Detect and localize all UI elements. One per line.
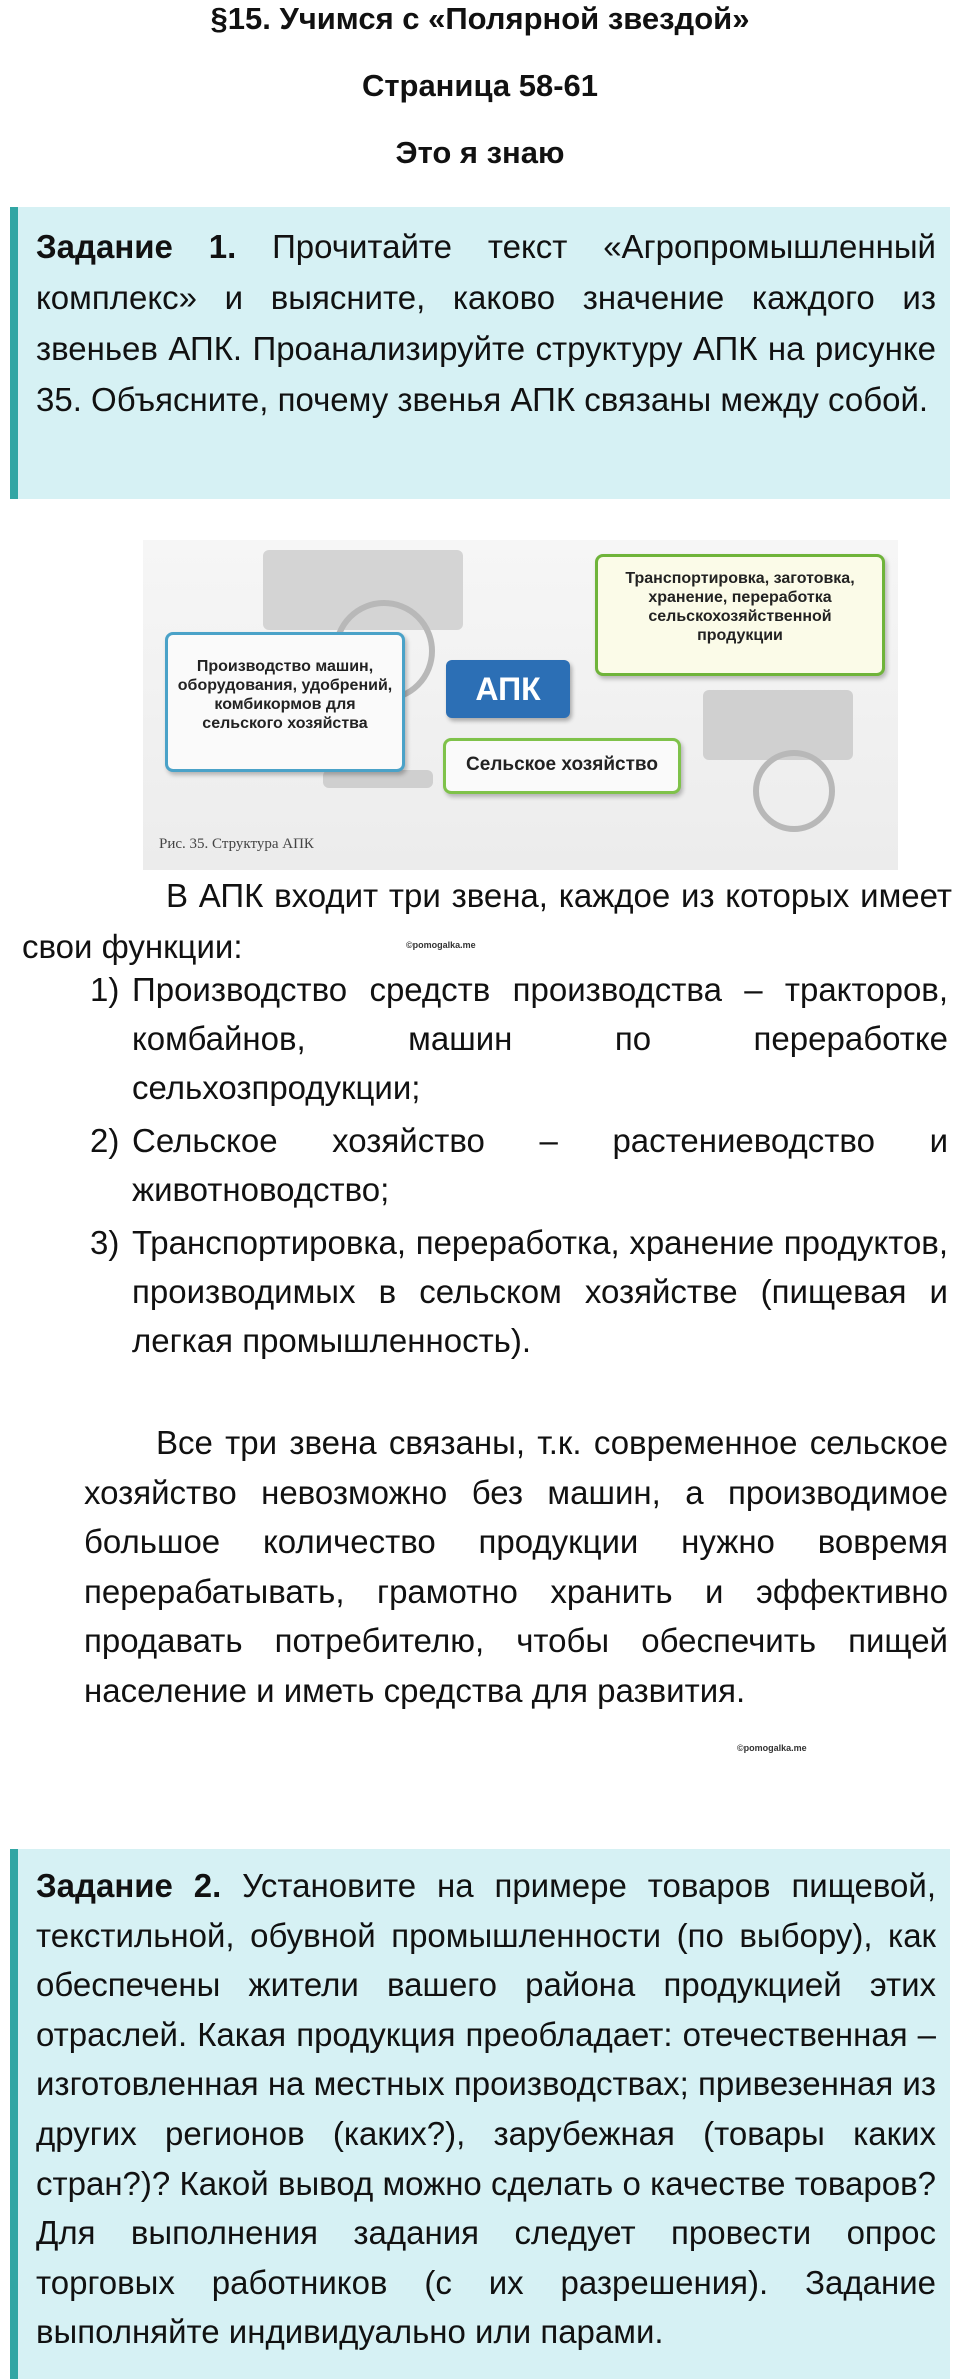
list-text: Сельское хозяйство – растениеводство и животноводство; — [132, 1122, 948, 1208]
answer-intro-text: В АПК входит три звена, каждое из которых имеет свои функции: — [22, 877, 952, 965]
answer-intro — [22, 870, 952, 972]
watermark: ©pomogalka.me — [737, 1743, 807, 1753]
task-2-text: Установите на примере товаров пищевой, текстильной, обувной промышленности (по выбору), как обеспечены жители вашего района продукцией этих отраслей. Какая продукция преобладает: отечественная – изготовленная на местных производствах; привезенная из других регионов (каких?), зарубежная (товары каких стран?)? Какой вывод можно сделать о качестве товаров? Для выполнения задания следует провести опрос торговых работников (с их разрешения). Задание выполняйте индивидуально или парами. — [36, 1867, 936, 2351]
watermark: ©pomogalka.me — [406, 940, 476, 950]
task-1-box — [10, 207, 950, 499]
answer-list — [90, 965, 948, 1365]
task-2-label: Задание 2. — [36, 1867, 243, 1904]
list-text: Производство средств производства – тракторов, комбайнов, машин по переработке сельхозпродукции; — [132, 971, 948, 1106]
harvester-wheel-icon — [753, 750, 835, 832]
page-range: Страница 58-61 — [361, 68, 599, 104]
harvester-silhouette — [703, 690, 853, 760]
list-item — [90, 965, 948, 1112]
list-item — [90, 1218, 948, 1365]
task-2-box — [10, 1849, 950, 2379]
section-title: §15. Учимся с «Полярной звездой» — [210, 1, 750, 36]
task-1-label: Задание 1. — [36, 228, 273, 265]
subtitle: Это я знаю — [395, 135, 565, 171]
answer-conclusion: Все три звена связаны, т.к. современное сельское хозяйство невозможно без машин, а производимое большое количество продукции нужно вовремя перерабатывать, грамотно хранить и эффективно продавать потребителю, чтобы обеспечить пищей население и иметь средства для развития. — [84, 1424, 948, 1709]
figure-caption: Рис. 35. Структура АПК — [159, 836, 314, 852]
list-number: 1) — [90, 971, 120, 1008]
list-number: 3) — [90, 1224, 120, 1261]
list-item — [90, 1116, 948, 1214]
production-label: Производство машин, оборудования, удобрений, комбикормов для сельского хозяйства — [165, 632, 405, 772]
apk-structure-figure — [143, 540, 898, 870]
plow-silhouette — [323, 770, 433, 788]
list-number: 2) — [90, 1122, 120, 1159]
task-1-text: Прочитайте текст «Агропромышленный комплекс» и выясните, каково значение каждого из звеньев АПК. Проанализируйте структуру АПК на рисунке 35. Объясните, почему звенья АПК связаны между собой. — [36, 228, 936, 418]
apk-center-label: АПК — [446, 660, 570, 718]
list-text: Транспортировка, переработка, хранение продуктов, производимых в сельском хозяйстве (пищевая и легкая промышленность). — [132, 1224, 948, 1359]
transport-label: Транспортировка, заготовка, хранение, переработка сельскохозяйственной продукции — [595, 554, 885, 676]
agriculture-label: Сельское хозяйство — [443, 738, 681, 794]
